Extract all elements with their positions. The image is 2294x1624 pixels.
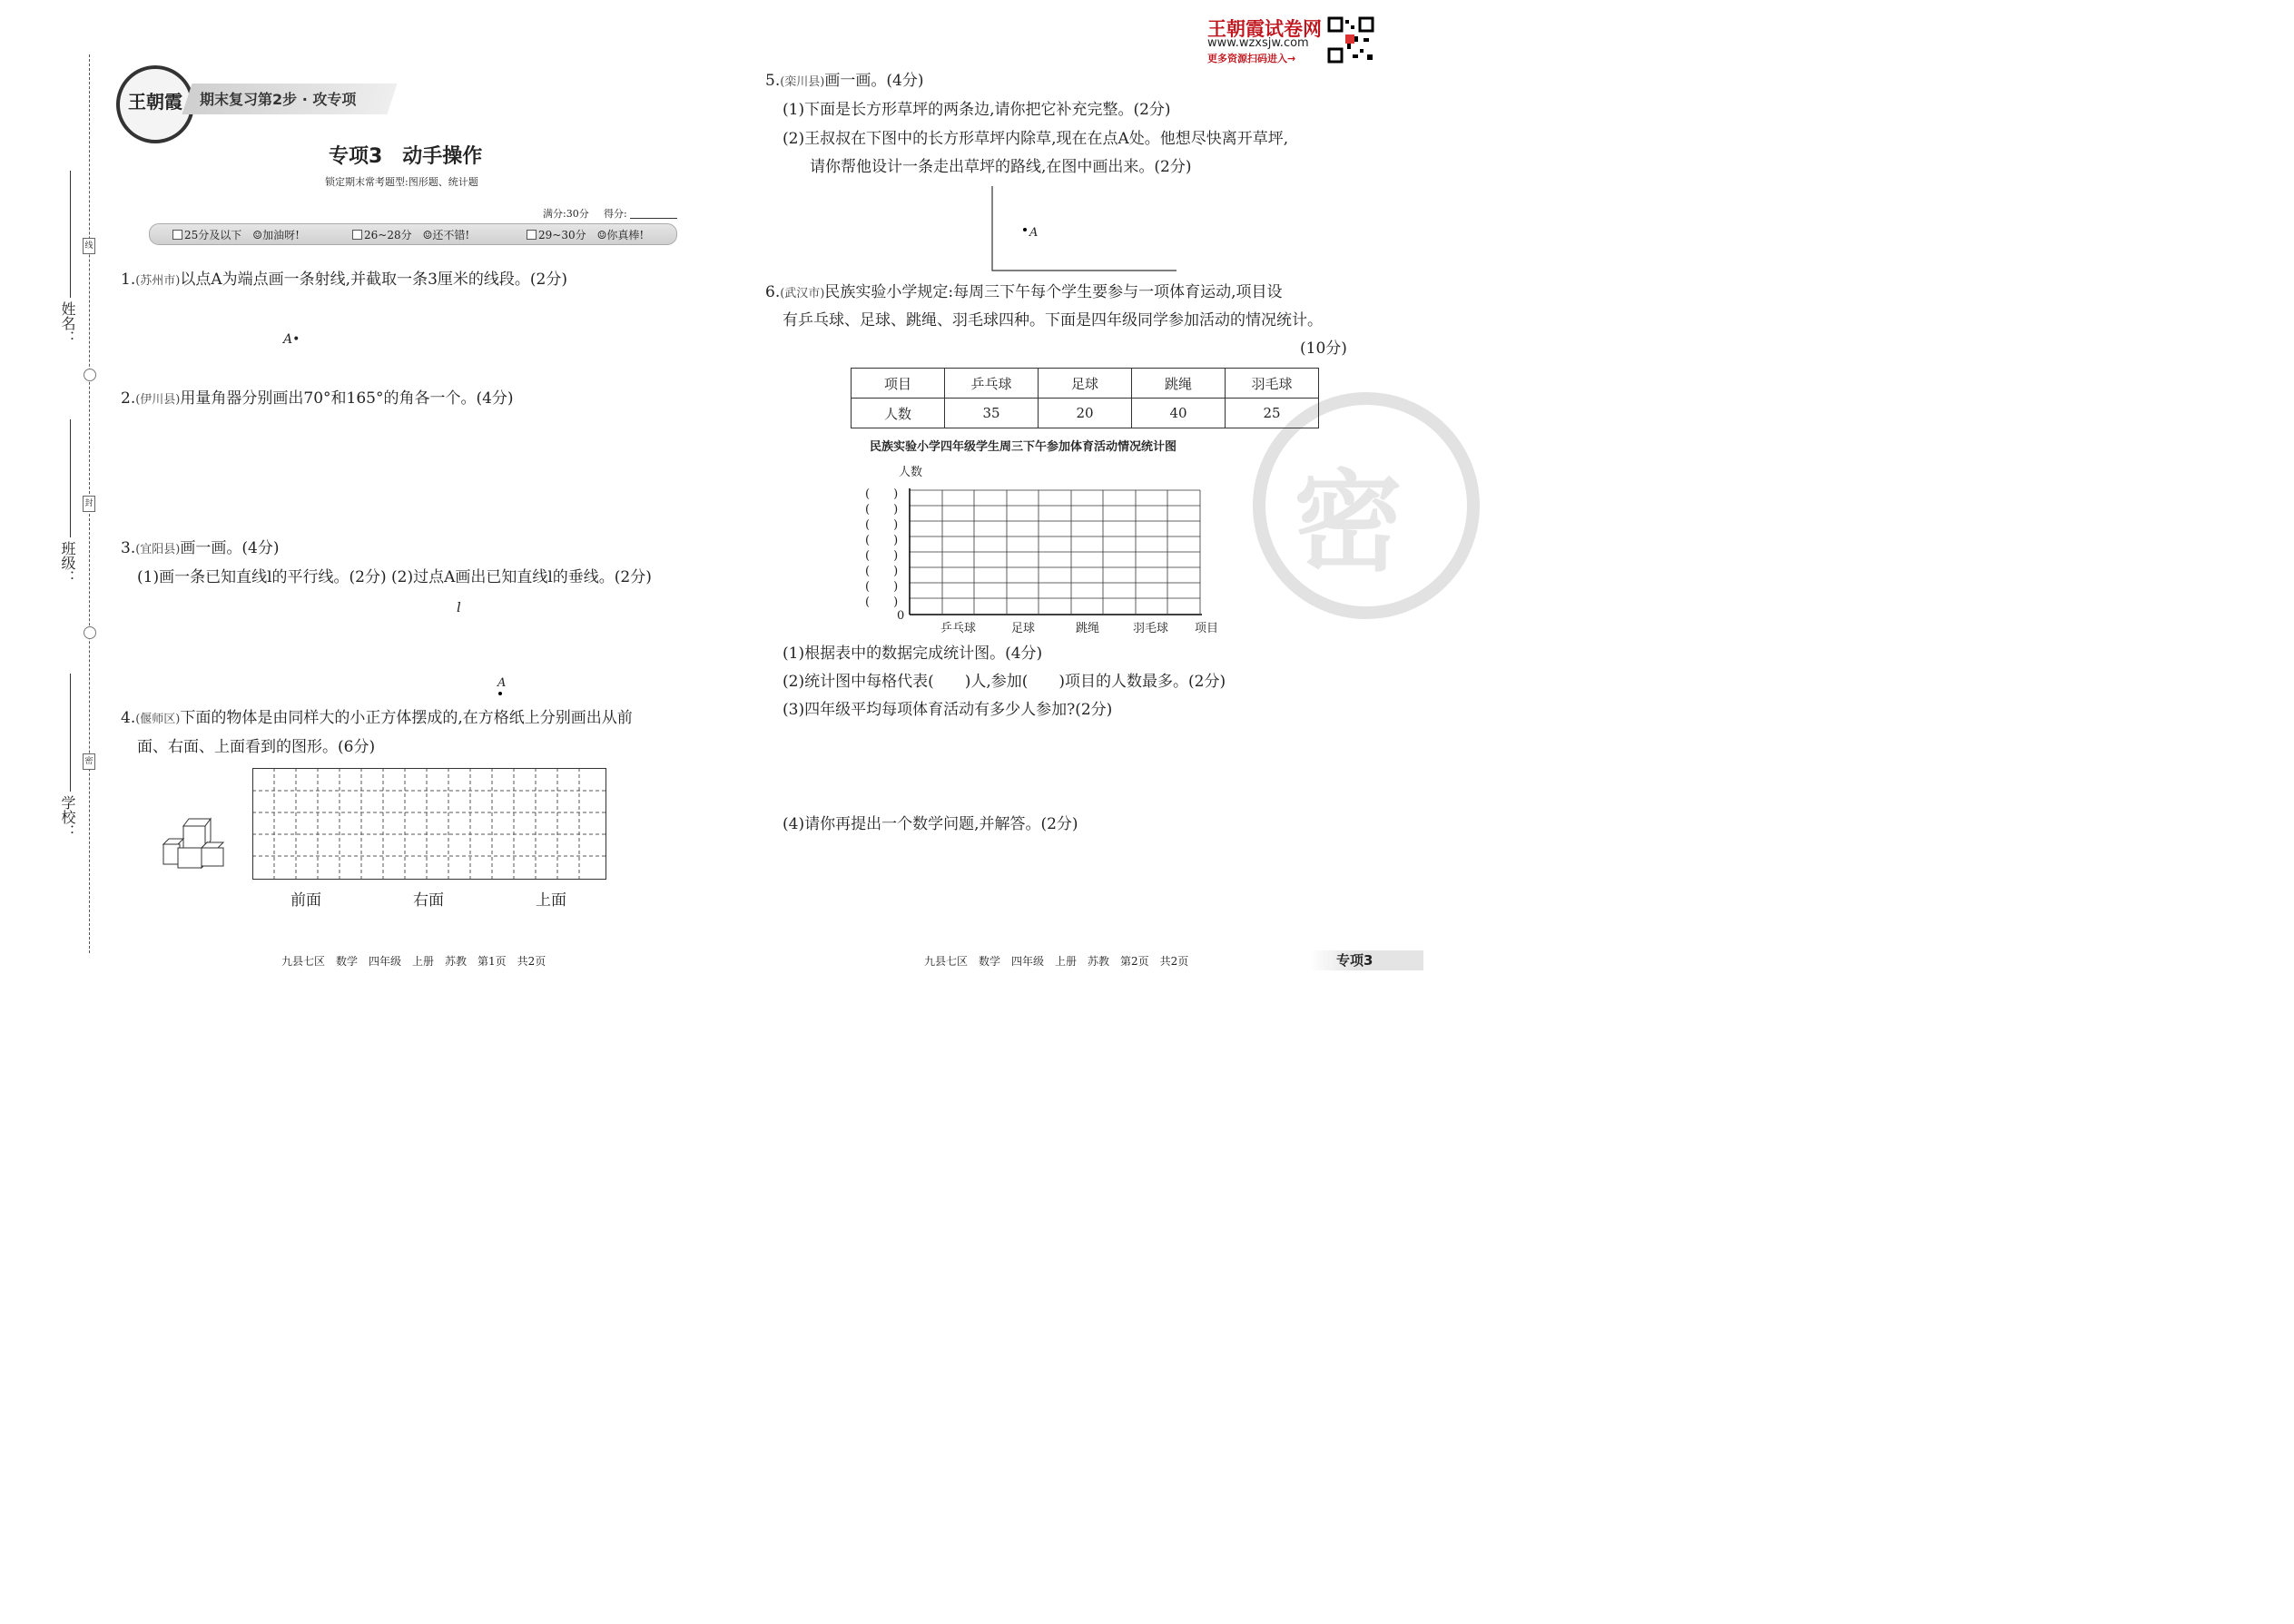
y-tick-blank[interactable]: ( )	[865, 565, 899, 578]
name-fill-line	[70, 171, 71, 298]
question-6-sub2: (2)统计图中每格代表( )人,参加( )项目的人数最多。(2分)	[783, 673, 1226, 691]
question-2: 2.(伊川县)用量角器分别画出70°和165°的角各一个。(4分)	[121, 389, 514, 408]
table-cell: 35	[945, 399, 1039, 428]
class-fill-line	[70, 419, 71, 537]
blank-bar-chart-grid[interactable]	[908, 488, 1204, 617]
y-tick-blank[interactable]: ( )	[865, 503, 899, 517]
brand-url[interactable]: www.wzxsjw.com	[1207, 36, 1309, 50]
question-4: 4.(偃师区)下面的物体是由同样大的小正方体摆成的,在方格纸上分别画出从前	[121, 709, 633, 727]
brand-logo: 王朝霞	[116, 65, 194, 143]
page-subtitle: 锁定期末常考题型:图形题、统计题	[325, 176, 478, 188]
question-6-line2: 有乒乓球、足球、跳绳、羽毛球四种。下面是四年级同学参加活动的情况统计。	[783, 311, 1323, 330]
binding-hole-icon	[84, 369, 96, 381]
seal-mark-secret: 密	[83, 753, 95, 770]
brand-slogan: 更多资源扫码进入→	[1207, 53, 1296, 64]
smile-icon: ☺	[596, 229, 607, 241]
question-5-sub2: (2)王叔叔在下图中的长方形草坪内除草,现在在点A处。他想尽快离开草坪,	[783, 130, 1289, 148]
footer-left: 九县七区 数学 四年级 上册 苏教 第1页 共2页	[281, 955, 546, 968]
x-category: 羽毛球	[1133, 622, 1169, 635]
school-fill-line	[70, 674, 71, 792]
footer-right: 九县七区 数学 四年级 上册 苏教 第2页 共2页	[924, 955, 1189, 968]
checkbox-icon[interactable]	[172, 230, 182, 240]
question-5-sub1: (1)下面是长方形草坪的两条边,请你把它补充完整。(2分)	[783, 101, 1171, 119]
question-1: 1.(苏州市)以点A为端点画一条射线,并截取一条3厘米的线段。(2分)	[121, 271, 567, 289]
y-zero: 0	[897, 609, 905, 623]
sports-table	[851, 368, 1319, 428]
checkbox-icon[interactable]	[527, 230, 537, 240]
lawn-point-a: A	[1029, 226, 1039, 240]
x-category: 跳绳	[1076, 622, 1100, 635]
smile-icon: ☺	[422, 229, 433, 241]
banner-text: 期末复习第2步 · 攻专项	[200, 91, 357, 108]
question-3: 3.(宜阳县)画一画。(4分)	[121, 539, 280, 557]
watermark-char: 密	[1294, 460, 1403, 586]
table-cell: 25	[1226, 399, 1319, 428]
page-title: 专项3 动手操作	[329, 145, 483, 168]
checkbox-icon[interactable]	[352, 230, 362, 240]
binding-hole-icon	[84, 626, 96, 639]
x-axis-label: 项目	[1195, 622, 1219, 635]
table-cell: 20	[1039, 399, 1132, 428]
level-2: 26~28分 ☺还不错!	[352, 227, 469, 242]
view-right-label: 右面	[413, 891, 444, 910]
score-label: 得分:	[604, 208, 627, 220]
point-a-label: A	[497, 676, 507, 690]
table-header-row	[852, 369, 1319, 399]
y-tick-blank[interactable]: ( )	[865, 595, 899, 609]
table-cell: 人数	[852, 399, 945, 428]
point-a-dot	[498, 692, 502, 695]
y-tick-blank[interactable]: ( )	[865, 580, 899, 594]
seal-mark-line: 线	[83, 238, 95, 254]
smile-icon: ☺	[252, 229, 263, 241]
question-4-line2: 面、右面、上面看到的图形。(6分)	[137, 738, 376, 756]
question-6-sub1: (1)根据表中的数据完成统计图。(4分)	[783, 645, 1043, 663]
score-fill-line[interactable]	[630, 218, 677, 219]
class-label: 班级：	[59, 541, 76, 585]
y-tick-blank[interactable]: ( )	[865, 534, 899, 547]
y-tick-blank[interactable]: ( )	[865, 487, 899, 501]
view-front-label: 前面	[290, 891, 321, 910]
question-6-sub4: (4)请你再提出一个数学问题,并解答。(2分)	[783, 815, 1078, 833]
table-cell: 足球	[1039, 369, 1132, 399]
question-5-sub2-line2: 请你帮他设计一条走出草坪的路线,在图中画出来。(2分)	[810, 158, 1192, 176]
chart-title: 民族实验小学四年级学生周三下午参加体育活动情况统计图	[870, 440, 1177, 454]
brand-name: 王朝霞试卷网	[1207, 18, 1322, 40]
lawn-edges-figure[interactable]	[989, 186, 1180, 273]
view-top-label: 上面	[536, 891, 566, 910]
level-3: 29~30分 ☺你真棒!	[527, 227, 644, 242]
level-1: 25分及以下 ☺加油呀!	[172, 227, 300, 242]
school-label: 学校：	[59, 795, 76, 839]
table-cell: 40	[1132, 399, 1226, 428]
question-6: 6.(武汉市)民族实验小学规定:每周三下午每个学生要参与一项体育运动,项目设	[765, 283, 1283, 301]
table-cell: 羽毛球	[1226, 369, 1319, 399]
x-category: 乒乓球	[940, 622, 977, 635]
full-score: 满分:30分	[543, 208, 589, 220]
question-3-sub: (1)画一条已知直线l的平行线。(2分) (2)过点A画出已知直线l的垂线。(2分)	[137, 568, 652, 586]
question-5: 5.(栾川县)画一画。(4分)	[765, 72, 924, 90]
question-6-points: (10分)	[1300, 340, 1347, 358]
table-cell: 乒乓球	[945, 369, 1039, 399]
seal-mark-seal: 封	[83, 496, 95, 512]
point-a: A•	[283, 332, 300, 347]
line-l-label: l	[457, 599, 461, 615]
footer-tag: 专项3	[1336, 952, 1373, 969]
table-cell: 跳绳	[1132, 369, 1226, 399]
y-tick-blank[interactable]: ( )	[865, 518, 899, 532]
question-6-sub3: (3)四年级平均每项体育活动有多少人参加?(2分)	[783, 701, 1113, 719]
y-axis-label: 人数	[899, 466, 923, 479]
x-category: 足球	[1011, 622, 1036, 635]
table-cell: 项目	[852, 369, 945, 399]
drawing-grid[interactable]	[252, 768, 608, 881]
table-row	[852, 399, 1319, 428]
name-label: 姓名：	[59, 301, 76, 345]
cube-stack-figure	[162, 815, 227, 871]
qr-code-icon[interactable]	[1327, 16, 1374, 64]
y-tick-blank[interactable]: ( )	[865, 549, 899, 563]
